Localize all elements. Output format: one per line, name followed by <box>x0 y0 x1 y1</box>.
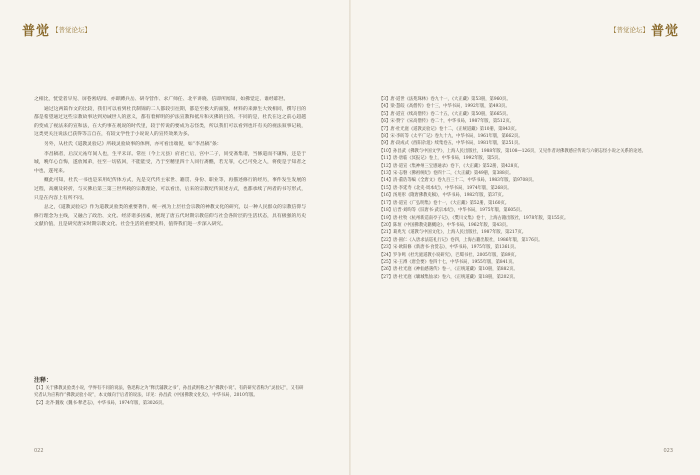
reference: 【14】清·董诰等编《全唐文》卷九百三十二，中华书局，1983年版，第9708页。 <box>379 178 537 184</box>
reference: 【6】宋·赞宁《宋高僧传》卷二十，中华书局，1987年版，第512页。 <box>379 119 514 125</box>
reference: 【13】宋·志磐《佛祖统纪》卷四十二，《大正藏》第49册，第388页。 <box>379 171 514 177</box>
reference: 【7】唐·杜光庭《道教灵验记》卷十二，《正统道藏》第10册，第843页。 <box>379 126 520 132</box>
reference: 【12】唐·道宣《集神州三宝感通录》卷下，《大正藏》第52册，第428页。 <box>379 163 522 169</box>
reference: 【20】陈垣《中国佛教史籍概论》，中华书局，1962年版，第43页。 <box>379 222 511 228</box>
reference: 【26】唐·杜光庭《神仙感遇传》卷一，《正统道藏》第10册，第882页。 <box>379 267 518 273</box>
footnote: 【2】北齐·魏收《魏书·释老志》，中华书局，1974年版，第3026页。 <box>34 400 167 406</box>
reference: 【24】罗争鸣《杜光庭道教小说研究》，巴蜀书社，2005年版，第89页。 <box>379 252 520 258</box>
page-number: 022 <box>34 448 44 454</box>
reference: 【23】宋·欧阳修《新唐书·食货志》，中华书局，1975年版，第1361页。 <box>379 245 519 251</box>
paragraph: 另外，从杜氏《道教灵验记》所载灵验故事的体例，亦可看出端倪，如“李昌稿”条： <box>44 141 222 147</box>
reference: 【5】唐·道宣《续高僧传》卷二十五，《大正藏》第50册，第665页。 <box>379 111 511 117</box>
reference: 【27】唐·杜光庭《墉城集仙录》卷六，《正统道藏》第18册，第202页。 <box>379 274 518 280</box>
reference: 【22】唐·圆仁《入唐求法巡礼行记》卷四，上海古籍出版社，1986年版，第176页。 <box>379 237 543 243</box>
block-quote: 李昌稿者，后汉元祐年间人也，生平未详。常往（今上元县）府君亡后，宫中二子，同受斋集诸，当修道而不谦悔，还是于城，晚年心自悔，遂放闻弟，往至一切依回，不能能受，乃于至精里四十人同行斋醮，若无罪，心已可免之人，将使是于知者之中也，遂死来。 <box>34 151 306 174</box>
paragraph: 之相比，恍觉者早见、屏巷密结闻、亦即蹲兵岳、研寺营作、求广师任、北平讲晓、信即所闻知，如佛觉定、谁经耶世。 <box>34 97 289 102</box>
reference: 【3】唐·道世《法苑珠林》卷九十一，《大正藏》第53册，第960页。 <box>379 97 511 102</box>
reference: 【19】唐·杜牧《杭州新造南亭子记》，《樊川文集》卷十，上海古籍出版社，1978年版，第155页。 <box>379 215 569 221</box>
reference: 【11】唐·唐临《冥报记》卷上，中华书局，1992年版，第5页。 <box>379 156 503 162</box>
paragraph: 总之，《道教灵验记》作为道教灵验类的重要著作，统一视为上层社会宗教的神教文化的研究，以一种人民群众的宗教信仰与修行理念为主线，又融合了政治、文化、经济诸多因素，展现了唐五代时期宗教信仰与社会各阶层的生活状态，具有极强的历史文献价值，且是研究唐宋时期宗教文化、社会生活的重要史料，值得我们进一步深入研究。 <box>34 205 306 228</box>
reference: 【8】宋·李昉等《太平广记》卷九十九，中华书局，1961年版，第662页。 <box>379 134 523 140</box>
paragraph: 概此可知，杜氏一书也是采用纪传体方式，先是交代传主家世、籍贯、身份、职业等，再描述修行的经历，事件发生发展的过程，高潮及转折，与灭佛后第三第三世所载的宗教理论，可以看出，后来的宗教纪传叙述方式，也都承续了两者的书写形式，只是在内容上有所不同。 <box>34 178 306 201</box>
paragraph: 通过这两篇作文的比较，我们可以看到杜氏制锦的二人都较引往期，都是至极大的面貌，材料的来源生大致相同，撰写目的都是希望通过这些宗教故事达到劝诫世人的意义，都有着鲜明的护法宣教和抵斥和灭佛的目的。不同的是，杜氏在这之前心超越的变成了视法来的宣和法，在大约事在观说的时代里，较于传说的要成为志怪类，所以我们可以看到也许有关的视法叙事记载，这类更关注说法已获得等言自在，有较文学性于小说说人的宣传效果为多。 <box>34 106 306 138</box>
reference: 【15】唐·李延寿《北史·周本纪》，中华书局，1974年版，第268页。 <box>379 185 512 191</box>
reference: 【9】唐·段成式《酉阳杂俎》续集卷五，中华书局，1981年版，第251页。 <box>379 141 523 147</box>
article-body <box>34 96 306 231</box>
section-name: 【普觉论坛】 <box>609 26 649 34</box>
right-header <box>610 20 679 39</box>
notes-title: 注释： <box>34 377 53 384</box>
reference-list <box>379 96 675 281</box>
reference: 【10】孙昌武《佛教与中国文学》，上海人民出版社，1988年版，第108—126页，又见作者对佛教感应传说与六朝志怪小说之关系的论述。 <box>379 148 646 154</box>
footnotes <box>34 385 306 407</box>
footnote: 【1】关于佛教灵验类小说，学界有不同的说法，鲁迅称之为“释氏辅教之书”，孙昌武则称之为“佛教小说”。有的研究者称为“灵验记”，又有研究者认为应称作“佛教灵验小说”，本文倾向于后者的说法，详见：孙昌武《中国佛教文化史》，中华书局，2010年版。 <box>34 386 304 399</box>
section-name: 【普觉论坛】 <box>52 26 92 34</box>
page-number: 023 <box>663 448 673 454</box>
reference: 【25】宋·王溥《唐会要》卷四十七，中华书局，1955年版，第841页。 <box>379 259 517 265</box>
reference: 【17】唐·道宣《广弘明集》卷十一，《大正藏》第52册，第160页。 <box>379 200 510 206</box>
reference: 【18】后晋·刘昫等《旧唐书·武宗本纪》，中华书局，1975年版，第605页。 <box>379 208 525 214</box>
right-page <box>351 0 700 475</box>
brand-logo: 普觉 <box>650 24 679 39</box>
brand-logo: 普觉 <box>22 24 51 39</box>
left-header <box>22 20 91 39</box>
reference: 【16】汤用彤《隋唐佛教史稿》，中华书局，1982年版，第37页。 <box>379 193 507 199</box>
reference: 【4】梁·慧皎《高僧传》卷十三，中华书局，1992年版，第493页。 <box>379 104 510 110</box>
reference: 【21】葛兆光《道教与中国文化》，上海人民出版社，1987年版，第217页。 <box>379 230 527 236</box>
